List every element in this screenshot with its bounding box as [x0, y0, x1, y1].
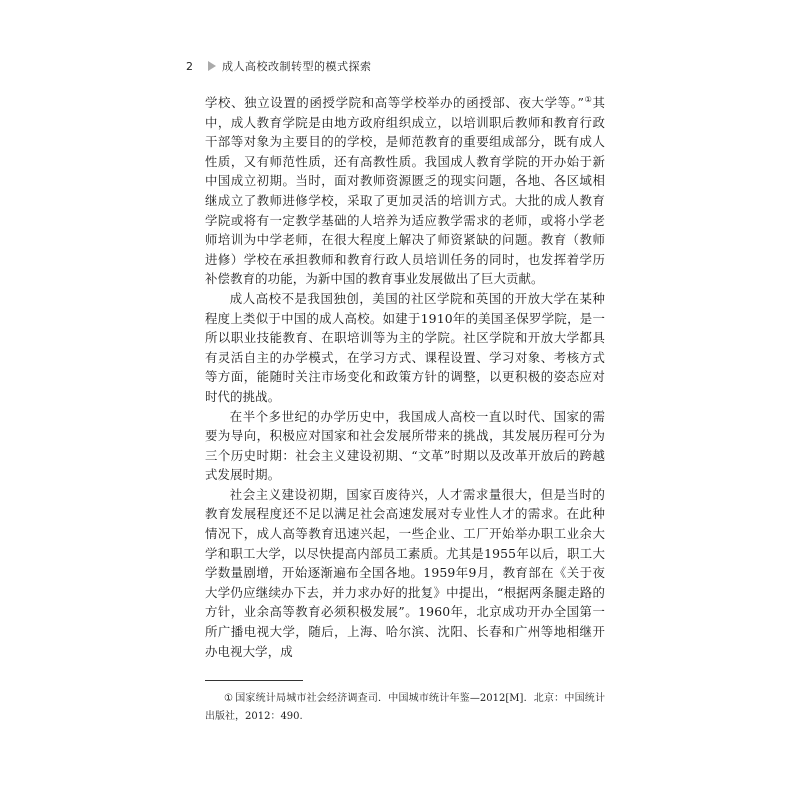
footnote-reference: ①: [584, 94, 593, 104]
paragraph-1-part-a: 学校、独立设置的函授学院和高等学校举办的函授部、夜大学等。”: [205, 95, 585, 110]
book-title: 成人高校改制转型的模式探索: [222, 60, 372, 73]
footnote-divider: [205, 680, 303, 681]
footnote-text: 国家统计局城市社会经济调查司．中国城市统计年鉴—2012[M]．北京：中国统计出版社，2012：490.: [205, 693, 605, 722]
paragraph-1-part-b: 其中，成人教育学院是由地方政府组织成立，以培训职后教师和教育行政干部等对象为主要目的的学校，是师范教育的重要组成部分，既有成人性质，又有师范性质，还有高教性质。我国成人教育学院的开办始于新中国成立初期。当时，面对教师资源匮乏的现实问题，各地、各区域相继成立了教师进修学校，采取了更加灵活的培训方式。大批的成人教育学院或将有一定教学基础的人培养为适应教学需求的老师，或将小学老师培训为中学老师，在很大程度上解决了师资紧缺的问题。教育（教师进修）学校在承担教师和教育行政人员培训任务的同时，也发挥着学历补偿教育的功能，为新中国的教育事业发展做出了巨大贡献。: [205, 95, 605, 287]
main-text: [205, 93, 605, 661]
footnote-marker: ①: [224, 693, 233, 704]
paragraph-3: 在半个多世纪的办学历史中，我国成人高校一直以时代、国家的需要为导向，积极应对国家和社会发展所带来的挑战，其发展历程可分为三个历史时期：社会主义建设初期、“文革”时期以及改革开放后的跨越式发展时期。: [205, 408, 605, 483]
paragraph-4: 社会主义建设初期，国家百废待兴，人才需求量很大，但是当时的教育发展程度还不足以满足社会高速发展对专业性人才的需求。在此种情况下，成人高等教育迅速兴起，一些企业、工厂开始举办职工业余大学和职工大学，以尽快提高内部员工素质。尤其是1955年以后，职工大学数量剧增，开始逐渐遍布全国各地。1959年9月，教育部在《关于夜大学仍应继续办下去，并力求办好的批复》中提出，“根据两条腿走路的方针，业余高等教育必须积极发展”。1960年，北京成功开办全国第一所广播电视大学，随后，上海、哈尔滨、沈阳、长春和广州等地相继开办电视大学，成: [205, 486, 605, 659]
paragraph-2: 成人高校不是我国独创，美国的社区学院和英国的开放大学在某种程度上类似于中国的成人高校。如建于1910年的美国圣保罗学院，是一所以职业技能教育、在职培训等为主的学院。社区学院和开放大学都具有灵活自主的办学模式，在学习方式、课程设置、学习对象、考核方式等方面，能随时关注市场变化和政策方针的调整，以更积极的姿态应对时代的挑战。: [205, 290, 605, 404]
paragraph-1: [205, 93, 605, 289]
footnote: [205, 690, 605, 726]
page-number: 2: [186, 59, 193, 73]
running-header: [186, 57, 372, 75]
triangle-arrow-icon: [208, 61, 216, 71]
